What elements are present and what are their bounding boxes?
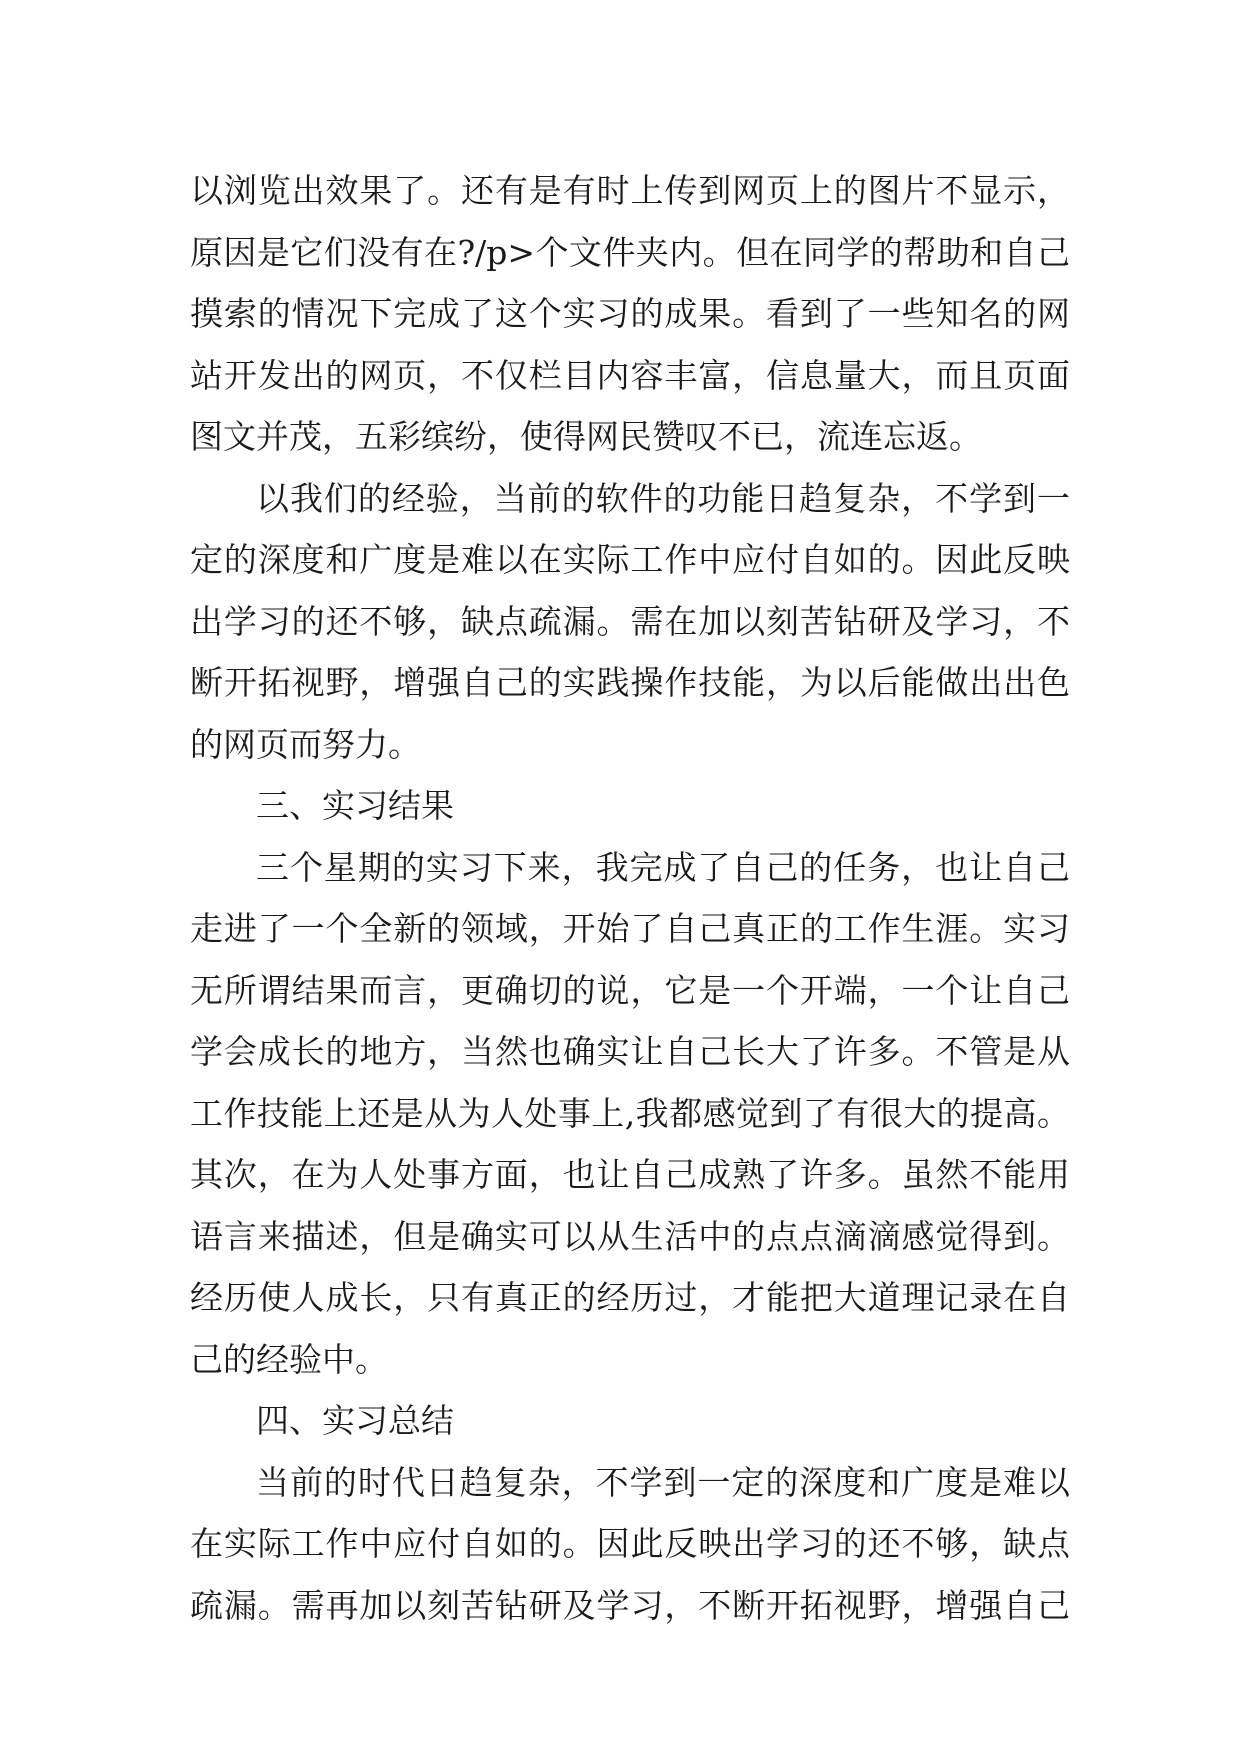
text-line: 出学习的还不够，缺点疏漏。需在加以刻苦钻研及学习，不 — [190, 601, 1070, 641]
text-line: 疏漏。需再加以刻苦钻研及学习，不断开拓视野，增强自己 — [190, 1585, 1070, 1625]
text-line: 图文并茂，五彩缤纷，使得网民赞叹不已，流连忘返。 — [190, 417, 982, 456]
text-line: 站开发出的网页，不仅栏目内容丰富，信息量大，而且页面 — [190, 355, 1070, 395]
text-line: 经历使人成长，只有真正的经历过，才能把大道理记录在自 — [190, 1278, 1070, 1317]
body-text — [190, 160, 1070, 1636]
text-line: 在实际工作中应付自如的。因此反映出学习的还不够，缺点 — [190, 1524, 1070, 1563]
text-line: 当前的时代日趋复杂，不学到一定的深度和广度是难以 — [256, 1462, 1070, 1502]
text-line: 三、实习结果 — [256, 786, 454, 825]
text-line: 工作技能上还是从为人处事上,我都感觉到了有很大的提高。 — [190, 1093, 1070, 1133]
text-line: 学会成长的地方，当然也确实让自己长大了许多。不管是从 — [190, 1032, 1070, 1071]
text-line: 断开拓视野，增强自己的实践操作技能，为以后能做出出色 — [190, 663, 1070, 702]
text-line: 摸索的情况下完成了这个实习的成果。看到了一些知名的网 — [190, 294, 1070, 333]
text-line: 无所谓结果而言，更确切的说，它是一个开端，一个让自己 — [190, 970, 1070, 1010]
text-line: 语言来描述，但是确实可以从生活中的点点滴滴感觉得到。 — [190, 1216, 1070, 1256]
text-line: 以我们的经验，当前的软件的功能日趋复杂，不学到一 — [256, 478, 1070, 518]
text-line: 其次，在为人处事方面，也让自己成熟了许多。虽然不能用 — [190, 1155, 1070, 1194]
text-line: 四、实习总结 — [256, 1401, 454, 1440]
text-line: 定的深度和广度是难以在实际工作中应付自如的。因此反映 — [190, 540, 1070, 579]
text-line: 以浏览出效果了。还有是有时上传到网页上的图片不显示， — [190, 171, 1070, 210]
text-line: 的网页而努力。 — [190, 724, 421, 764]
text-line: 原因是它们没有在?/p>个文件夹内。但在同学的帮助和自己 — [190, 232, 1070, 272]
text-line: 走进了一个全新的领域，开始了自己真正的工作生涯。实习 — [190, 909, 1070, 948]
text-line: 三个星期的实习下来，我完成了自己的任务，也让自己 — [256, 847, 1070, 887]
text-line: 己的经验中。 — [190, 1339, 388, 1379]
